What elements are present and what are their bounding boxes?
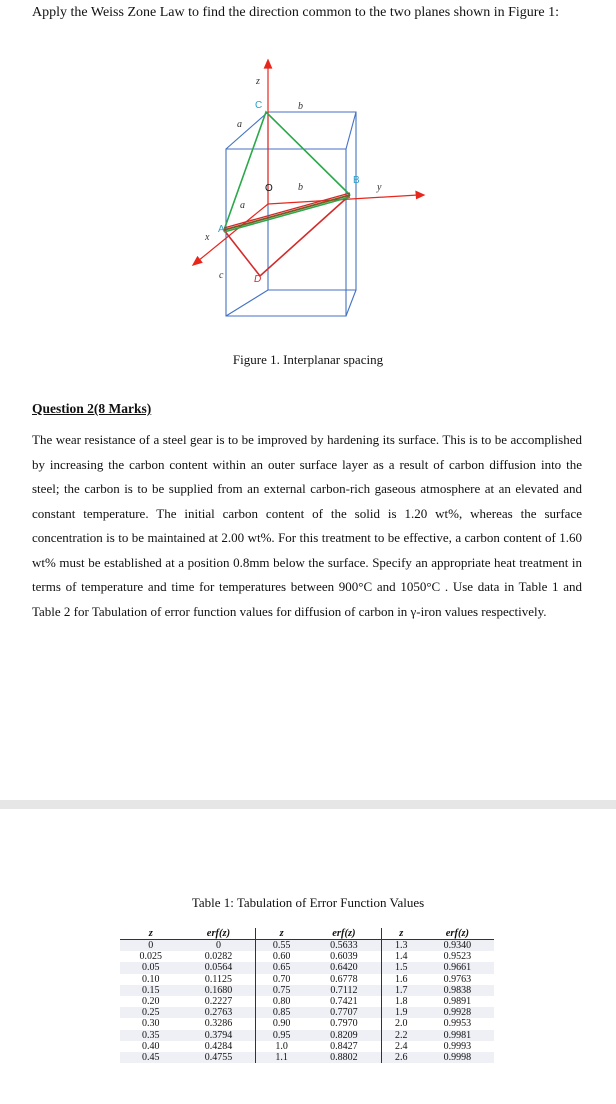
z-cell: 1.3 (381, 940, 420, 952)
z-cell: 0.20 (142, 996, 160, 1008)
erf-cell: 0.4755 (182, 1052, 256, 1063)
erf-cell: 0.7421 (330, 996, 358, 1008)
table-row (120, 1030, 494, 1041)
erf-cell: 0.6039 (330, 951, 358, 963)
header-z-2: z (256, 928, 307, 940)
erf-cell: 0.9340 (421, 940, 494, 952)
erf-cell: 0.7970 (330, 1018, 358, 1030)
erf-cell: 0.7707 (307, 1007, 381, 1018)
erf-cell: 0.1680 (182, 985, 256, 996)
point-d-label: D (254, 274, 262, 285)
table-body (120, 940, 494, 1064)
erf-cell: 0.2227 (204, 996, 233, 1008)
page-separator (0, 800, 616, 809)
erf-cell: 0.4284 (204, 1040, 233, 1052)
z-cell: 0 (120, 940, 182, 952)
erf-cell: 0.9981 (421, 1030, 494, 1041)
z-cell: 2.2 (381, 1030, 420, 1041)
table-row (120, 1041, 494, 1052)
z-cell: 0.75 (256, 985, 307, 996)
header-z-3: z (381, 928, 420, 940)
header-erf-3: erf(z) (421, 928, 494, 940)
header-erf-2: erf(z) (307, 928, 381, 940)
z-cell: 0.10 (142, 973, 160, 985)
erf-cell: 0.8209 (307, 1030, 381, 1041)
figure-caption: Figure 1. Interplanar spacing (232, 352, 384, 367)
table-row (120, 951, 494, 962)
question-2-heading: Question 2(8 Marks) (32, 401, 152, 416)
erf-cell: 0.9523 (443, 951, 472, 963)
z-cell: 2.4 (381, 1041, 420, 1052)
z-cell: 0.025 (139, 951, 163, 963)
crystal-planes-figure (180, 54, 440, 326)
z-cell: 1.1 (256, 1052, 307, 1063)
z-cell: 2.6 (381, 1052, 420, 1063)
z-cell: 2.0 (381, 1018, 420, 1029)
table-header-row (120, 928, 494, 940)
z-cell: 0.55 (256, 940, 307, 952)
erf-cell: 0.8427 (330, 1040, 358, 1052)
erf-cell: 0.9928 (421, 1007, 494, 1018)
b-top-label: b (298, 101, 303, 112)
table-row (120, 996, 494, 1007)
erf-cell: 0.3794 (182, 1030, 256, 1041)
table-row (120, 1007, 494, 1018)
z-cell: 0.85 (256, 1007, 307, 1018)
z-cell: 0.60 (256, 951, 307, 962)
z-cell: 0.70 (256, 974, 307, 985)
z-cell: 0.30 (142, 1018, 160, 1030)
z-cell: 0.80 (256, 996, 307, 1007)
z-cell: 1.8 (381, 996, 420, 1007)
z-cell: 1.5 (381, 962, 420, 973)
erf-cell: 0.9661 (421, 962, 494, 973)
error-function-table (120, 928, 494, 1063)
z-cell: 0.40 (142, 1040, 160, 1052)
z-cell: 0.95 (256, 1030, 307, 1041)
y-axis-label: y (377, 182, 382, 193)
z-cell: 0.45 (120, 1052, 182, 1063)
z-cell: 0.05 (120, 962, 182, 973)
erf-cell: 0.3286 (204, 1018, 233, 1030)
z-cell: 1.0 (256, 1041, 307, 1052)
a-top-label: a (237, 119, 242, 130)
origin-label: O (265, 183, 273, 194)
table-row (120, 962, 494, 973)
question-2-body: The wear resistance of a steel gear is to be improved by hardening its surface. This is to be accomplished by increasing the carbon content within an outer surface layer as a result of carbon diffusion into the steel; the carbon is to be supplied from an external carbon-rich gaseous atmosphere at an elevated and constant temperature. The initial carbon content of the solid is 1.20 wt%, whereas the surface concentration is to be maintained at 2.00 wt%. For this treatment to be effective, a carbon content of 1.60 wt% must be established at a position 0.8mm below the surface. Specify an appropriate heat treatment in terms of temperature and time for temperatures between 900°C and 1050°C . Use data in Table 1 and Table 2 for Tabulation of error function values for diffusion of carbon in γ-iron values respectively. (32, 432, 582, 619)
erf-cell: 0.1125 (204, 973, 233, 985)
point-a-label: A (218, 224, 225, 235)
z-cell: 0.15 (120, 985, 182, 996)
erf-cell: 0.6778 (330, 973, 358, 985)
point-b-label: B (353, 175, 360, 186)
z-cell: 1.6 (381, 974, 420, 985)
z-cell: 1.7 (381, 985, 420, 996)
table-row (120, 940, 494, 952)
erf-cell: 0.9993 (443, 1040, 472, 1052)
z-cell: 0.35 (120, 1030, 182, 1041)
table-row (120, 985, 494, 996)
z-cell: 0.25 (120, 1007, 182, 1018)
z-cell: 1.9 (381, 1007, 420, 1018)
erf-cell: 0.9953 (443, 1018, 472, 1030)
erf-cell: 0.8802 (307, 1052, 381, 1063)
erf-cell: 0.7112 (307, 985, 381, 996)
x-axis-label: x (205, 232, 210, 243)
erf-cell: 0.6420 (307, 962, 381, 973)
z-axis-label: z (256, 76, 260, 87)
document-page-2 (0, 809, 616, 1104)
question-1-text: Apply the Weiss Zone Law to find the direction common to the two planes shown in Figure 1: (32, 5, 560, 20)
b-mid-label: b (298, 182, 303, 193)
erf-cell: 0.9838 (421, 985, 494, 996)
z-cell: 1.4 (381, 951, 420, 962)
table-1-title: Table 1: Tabulation of Error Function Values (191, 895, 425, 910)
erf-cell: 0.5633 (307, 940, 381, 952)
z-cell: 0.65 (256, 962, 307, 973)
erf-cell: 0.2763 (182, 1007, 256, 1018)
table-row (120, 1052, 494, 1063)
point-c-label: C (255, 100, 263, 111)
table-row (120, 974, 494, 985)
erf-cell: 0.0282 (204, 951, 233, 963)
erf-cell: 0 (182, 940, 256, 952)
header-z-1: z (120, 928, 182, 940)
erf-cell: 0.9998 (421, 1052, 494, 1063)
header-erf-1: erf(z) (182, 928, 256, 940)
erf-cell: 0.9891 (443, 996, 472, 1008)
table-row (120, 1018, 494, 1029)
c-left-label: c (219, 270, 224, 281)
erf-cell: 0.0564 (182, 962, 256, 973)
a-mid-label: a (240, 200, 245, 211)
erf-cell: 0.9763 (443, 973, 472, 985)
z-cell: 0.90 (256, 1018, 307, 1029)
